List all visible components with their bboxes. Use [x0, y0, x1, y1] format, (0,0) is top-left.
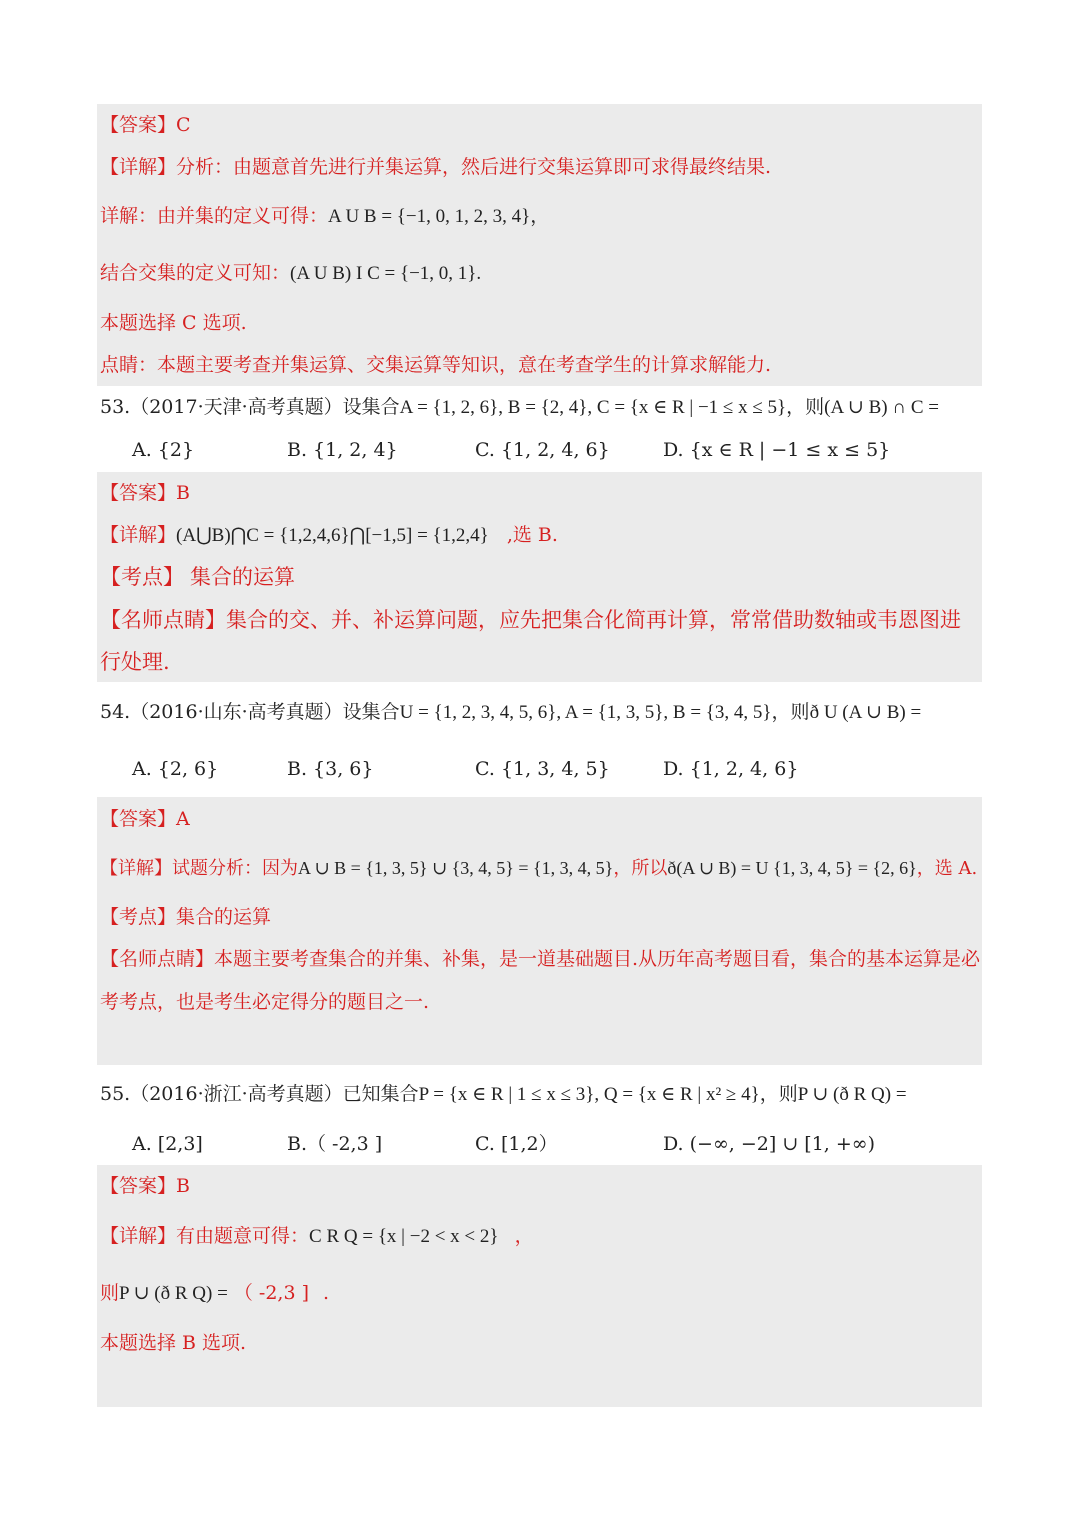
answer-block-54 — [97, 797, 982, 1065]
detail-text: 分析：由题意首先进行并集运算，然后进行交集运算即可求得最终结果. — [176, 156, 772, 178]
detail-result-line — [100, 1280, 329, 1307]
option-c: C. {1, 2, 4, 6} — [475, 439, 610, 461]
math-expression: (A U B) I C = {−1, 0, 1} — [290, 263, 477, 284]
option-d: D. {x ∈ R | −1 ≤ x ≤ 5} — [663, 439, 891, 461]
detail-line — [100, 522, 558, 549]
math-expression: U = {1, 2, 3, 4, 5, 6}, A = {1, 3, 5}, B = {3, 4, 5} — [399, 702, 772, 723]
teacher-text: 本题主要考查集合的并集、补集，是一道基础题目.从历年高考题目看，集合的基本运算是必 — [214, 948, 981, 970]
detail-tag: 【详解】 — [100, 524, 177, 546]
answer-tag: 【答案】 — [100, 1175, 177, 1197]
choice-line: 本题选择 B 选项. — [100, 1332, 247, 1354]
remark-line: 点睛：本题主要考查并集运算、交集运算等知识，意在考查学生的计算求解能力. — [100, 354, 772, 376]
detail-line — [100, 855, 977, 882]
option-b: B. {3, 6} — [287, 758, 374, 780]
detail-text: ,选 B. — [506, 524, 558, 546]
question-text: ，则 — [759, 1083, 798, 1105]
detail-text: 则 — [100, 1282, 120, 1304]
answer-value: B — [176, 482, 190, 504]
option-c: C. [1,2） — [475, 1133, 558, 1155]
teacher-note-line — [100, 946, 980, 972]
math-expression: P = {x ∈ R | 1 ≤ x ≤ 3}, Q = {x ∈ R | x² ≥ 4} — [418, 1084, 760, 1105]
detail-value: （ -2,3 ] — [233, 1282, 309, 1304]
option-b: B.（ -2,3 ] — [287, 1133, 383, 1155]
question-text: ，则 — [771, 701, 810, 723]
detail-text: 结合交集的定义可知： — [100, 262, 291, 284]
answer-line — [100, 806, 190, 832]
question-53-stem — [100, 394, 939, 421]
point-text: 集合的运算 — [176, 906, 272, 928]
math-expression: A ∪ B = {1, 3, 5} ∪ {3, 4, 5} = {1, 3, 4, 5} — [298, 858, 614, 878]
answer-line — [100, 112, 191, 138]
answer-tag: 【答案】 — [100, 482, 177, 504]
question-text: 54.（2016·山东·高考真题）设集合 — [100, 701, 400, 723]
math-expression: (A⋃B)⋂C = {1,2,4,6}⋂[−1,5] = {1,2,4} — [176, 525, 489, 546]
math-expression: (A ∪ B) ∩ C = — [824, 397, 939, 418]
detail-intersection-line — [100, 260, 481, 287]
math-expression: ð(A ∪ B) = U {1, 3, 4, 5} = {2, 6} — [667, 858, 917, 878]
option-d: D. {1, 2, 4, 6} — [663, 758, 799, 780]
option-a: A. [2,3] — [132, 1133, 203, 1155]
math-expression: P ∪ (ð R Q) = — [119, 1283, 228, 1304]
detail-text: 详解：由并集的定义可得： — [100, 205, 329, 227]
answer-line — [100, 1173, 190, 1199]
detail-tag: 【详解】 — [100, 858, 172, 879]
detail-line — [100, 154, 771, 180]
question-54-stem — [100, 699, 921, 726]
question-text: 55.（2016·浙江·高考真题）已知集合 — [100, 1083, 419, 1105]
option-d: D. (−∞, −2] ∪ [1, +∞) — [663, 1133, 876, 1155]
answer-block-52 — [97, 104, 982, 386]
math-expression: ð U (A ∪ B) = — [809, 702, 922, 723]
math-expression: P ∪ (ð R Q) = — [797, 1084, 907, 1105]
detail-line — [100, 1223, 534, 1250]
math-expression: A = {1, 2, 6}, B = {2, 4}, C = {x ∈ R | −1 ≤ x ≤ 5} — [399, 397, 787, 418]
teacher-note-line-2: 考考点，也是考生必定得分的题目之一. — [100, 991, 430, 1013]
teacher-text: 集合的交、并、补运算问题，应先把集合化简再计算，常常借助数轴或韦恩图进 — [226, 608, 961, 632]
answer-value: A — [176, 808, 190, 830]
math-expression: C R Q = {x | −2 < x < 2} — [309, 1226, 499, 1247]
detail-text: ，选 A. — [916, 858, 978, 879]
option-c: C. {1, 3, 4, 5} — [475, 758, 610, 780]
detail-tag: 【详解】 — [100, 1225, 177, 1247]
question-text: 53.（2017·天津·高考真题）设集合 — [100, 396, 400, 418]
option-b: B. {1, 2, 4} — [287, 439, 398, 461]
choice-line: 本题选择 C 选项. — [100, 312, 247, 334]
detail-union-line — [100, 203, 549, 230]
detail-text: 试题分析：因为 — [172, 858, 298, 879]
option-a: A. {2} — [132, 439, 195, 461]
point-tag: 【考点】 — [100, 906, 177, 928]
punctuation: . — [323, 1282, 330, 1304]
detail-tag: 【详解】 — [100, 156, 177, 178]
point-line — [100, 564, 295, 590]
answer-value: B — [176, 1175, 190, 1197]
answer-tag: 【答案】 — [100, 808, 177, 830]
math-expression: A U B = {−1, 0, 1, 2, 3, 4} — [328, 206, 531, 227]
detail-text: 有由题意可得： — [176, 1225, 310, 1247]
point-line — [100, 904, 271, 930]
point-tag: 【考点】 — [100, 565, 184, 589]
answer-value: C — [176, 114, 191, 136]
answer-tag: 【答案】 — [100, 114, 177, 136]
teacher-note-line — [100, 607, 961, 633]
teacher-note-line-2: 行处理. — [100, 650, 170, 674]
detail-text: ，所以 — [613, 858, 668, 879]
question-text: ，则 — [786, 396, 825, 418]
teacher-tag: 【名师点睛】 — [100, 608, 226, 632]
answer-line — [100, 480, 190, 506]
punctuation: ， — [514, 1225, 534, 1247]
teacher-tag: 【名师点睛】 — [100, 948, 215, 970]
punctuation: . — [476, 263, 482, 284]
point-text: 集合的运算 — [190, 565, 295, 589]
question-55-stem — [100, 1081, 907, 1108]
option-a: A. {2, 6} — [132, 758, 219, 780]
punctuation: ， — [530, 206, 550, 227]
